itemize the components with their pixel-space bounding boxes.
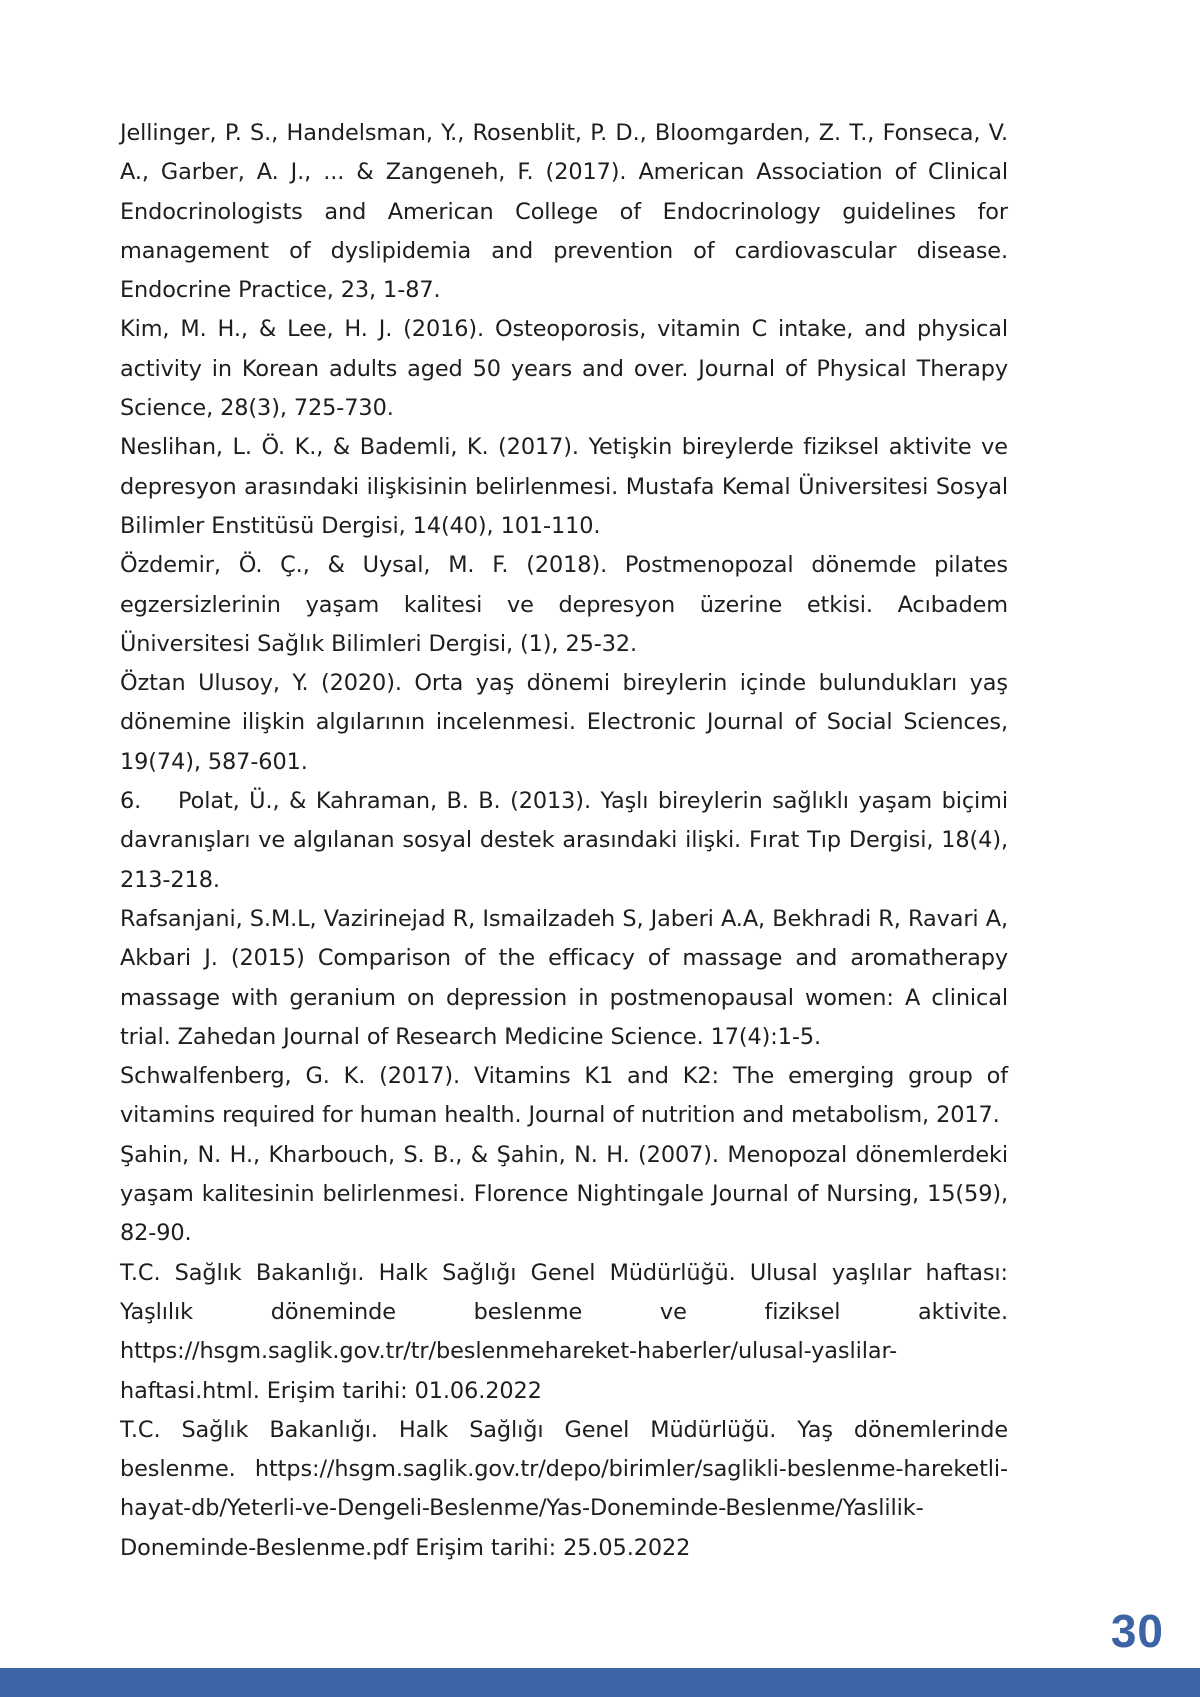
reference-number: 6. xyxy=(120,788,142,815)
reference-item xyxy=(120,1057,1008,1136)
page-number: 30 xyxy=(1110,1605,1164,1657)
reference-item xyxy=(120,664,1008,782)
reference-text: T.C. Sağlık Bakanlığı. Halk Sağlığı Genel Müdürlüğü. Yaş dönemlerinde beslenme. https://hsgm.saglik.gov.tr/depo/birimler/saglikli-beslenme-hareketli-hayat-db/Yeterli-ve-Dengeli-Beslenme/Yas-Doneminde-Beslenme/Yaslilik-Doneminde-Beslenme.pdf Erişim tarihi: 25.05.2022 xyxy=(120,1416,1008,1561)
reference-item xyxy=(120,114,1008,310)
reference-text: T.C. Sağlık Bakanlığı. Halk Sağlığı Genel Müdürlüğü. Ulusal yaşlılar haftası: Yaşlılık döneminde beslenme ve fiziksel aktivite. https://hsgm.saglik.gov.tr/tr/beslenmehareket-haberler/ulusal-yaslilar-haftasi.html. Erişim tarihi: 01.06.2022 xyxy=(120,1259,1008,1404)
reference-item xyxy=(120,428,1008,546)
reference-text: Neslihan, L. Ö. K., & Bademli, K. (2017). Yetişkin bireylerde fiziksel aktivite ve depresyon arasındaki ilişkisinin belirlenmesi. Mustafa Kemal Üniversitesi Sosyal Bilimler Enstitüsü Dergisi, 14(40), 101-110. xyxy=(120,434,1008,539)
footer-bar xyxy=(0,1668,1200,1697)
reference-text: Schwalfenberg, G. K. (2017). Vitamins K1 and K2: The emerging group of vitamins required for human health. Journal of nutrition and metabolism, 2017. xyxy=(120,1063,1008,1129)
reference-item xyxy=(120,1136,1008,1254)
reference-text: Kim, M. H., & Lee, H. J. (2016). Osteoporosis, vitamin C intake, and physical activity in Korean adults aged 50 years and over. Journal of Physical Therapy Science, 28(3), 725-730. xyxy=(120,316,1008,422)
reference-item xyxy=(120,900,1008,1057)
reference-item xyxy=(120,546,1008,664)
reference-item xyxy=(120,310,1008,428)
reference-item xyxy=(120,1411,1008,1568)
reference-text: Şahin, N. H., Kharbouch, S. B., & Şahin, N. H. (2007). Menopozal dönemlerdeki yaşam kalitesinin belirlenmesi. Florence Nightingale Journal of Nursing, 15(59), 82-90. xyxy=(120,1141,1008,1247)
reference-text: Jellinger, P. S., Handelsman, Y., Rosenblit, P. D., Bloomgarden, Z. T., Fonseca, V. A., Garber, A. J., ... & Zangeneh, F. (2017). American Association of Clinical Endocrinologists and American College of Endocrinology guidelines for management of dyslipidemia and prevention of cardiovascular disease. Endocrine Practice, 23, 1-87. xyxy=(120,120,1008,304)
reference-text: Özdemir, Ö. Ç., & Uysal, M. F. (2018). Postmenopozal dönemde pilates egzersizlerinin yaşam kalitesi ve depresyon üzerine etkisi. Acıbadem Üniversitesi Sağlık Bilimleri Dergisi, (1), 25-32. xyxy=(120,552,1008,657)
reference-item xyxy=(120,782,1008,900)
reference-list xyxy=(120,114,1008,1568)
reference-item xyxy=(120,1254,1008,1411)
reference-text: Öztan Ulusoy, Y. (2020). Orta yaş dönemi bireylerin içinde bulundukları yaş dönemine ilişkin algılarının incelenmesi. Electronic Journal of Social Sciences, 19(74), 587-601. xyxy=(120,670,1008,775)
reference-text: Rafsanjani, S.M.L, Vazirinejad R, Ismailzadeh S, Jaberi A.A, Bekhradi R, Ravari A, Akbari J. (2015) Comparison of the efficacy of massage and aromatherapy massage with geranium on depression in postmenopausal women: A clinical trial. Zahedan Journal of Research Medicine Science. 17(4):1-5. xyxy=(120,905,1008,1050)
reference-text: Polat, Ü., & Kahraman, B. B. (2013). Yaşlı bireylerin sağlıklı yaşam biçimi davranışları ve algılanan sosyal destek arasındaki ilişki. Fırat Tıp Dergisi, 18(4), 213-218. xyxy=(120,788,1008,893)
